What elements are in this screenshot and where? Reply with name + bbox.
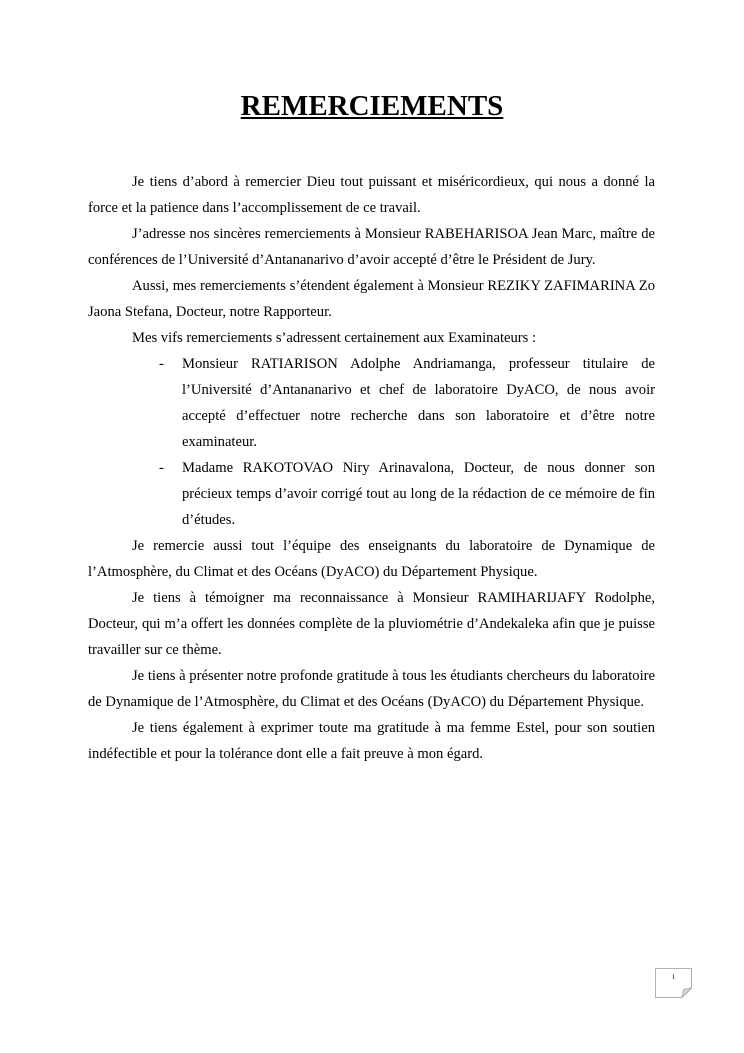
list-item xyxy=(159,455,655,533)
page-title: REMERCIEMENTS xyxy=(240,90,504,122)
list-marker: - xyxy=(159,460,164,476)
paragraph: Je remercie aussi tout l’équipe des enseignants du laboratoire de Dynamique de l’Atmosphère, du Climat et des Océans (DyACO) du Département Physique. xyxy=(88,538,655,580)
list-item-text: Madame RAKOTOVAO Niry Arinavalona, Docteur, de nous donner son précieux temps d’avoir corrigé tout au long de la rédaction de ce mémoire de fin d’études. xyxy=(182,460,655,528)
paragraph: Aussi, mes remerciements s’étendent également à Monsieur REZIKY ZAFIMARINA Zo Jaona Stefana, Docteur, notre Rapporteur. xyxy=(88,278,655,320)
paragraph: Je tiens également à exprimer toute ma gratitude à ma femme Estel, pour son soutien indéfectible et pour la tolérance dont elle a fait preuve à mon égard. xyxy=(88,720,655,762)
page-number-badge xyxy=(655,968,692,998)
paragraph: J’adresse nos sincères remerciements à Monsieur RABEHARISOA Jean Marc, maître de conférences de l’Université d’Antananarivo d’avoir accepté d’être le Président de Jury. xyxy=(88,226,655,268)
paragraph: Je tiens à présenter notre profonde gratitude à tous les étudiants chercheurs du laboratoire de Dynamique de l’Atmosphère, du Climat et des Océans (DyACO) du Département Physique. xyxy=(88,668,655,710)
paragraph: Je tiens à témoigner ma reconnaissance à Monsieur RAMIHARIJAFY Rodolphe, Docteur, qui m’a offert les données complète de la pluviométrie d’Andekaleka afin que je puisse travailler sur ce thème. xyxy=(88,590,655,658)
list-item-text: Monsieur RATIARISON Adolphe Andriamanga, professeur titulaire de l’Université d’Antananarivo et chef de laboratoire DyACO, de nous avoir accepté d’effectuer notre recherche dans son laboratoire et d’être notre examinateur. xyxy=(182,356,655,450)
list-item xyxy=(159,351,655,455)
list-marker: - xyxy=(159,356,164,372)
document-body xyxy=(88,169,655,767)
examiners-list xyxy=(88,351,655,533)
page-number: i xyxy=(672,972,675,981)
paragraph: Mes vifs remerciements s’adressent certainement aux Examinateurs : xyxy=(132,330,537,346)
paragraph: Je tiens d’abord à remercier Dieu tout puissant et miséricordieux, qui nous a donné la force et la patience dans l’accomplissement de ce travail. xyxy=(88,174,655,216)
